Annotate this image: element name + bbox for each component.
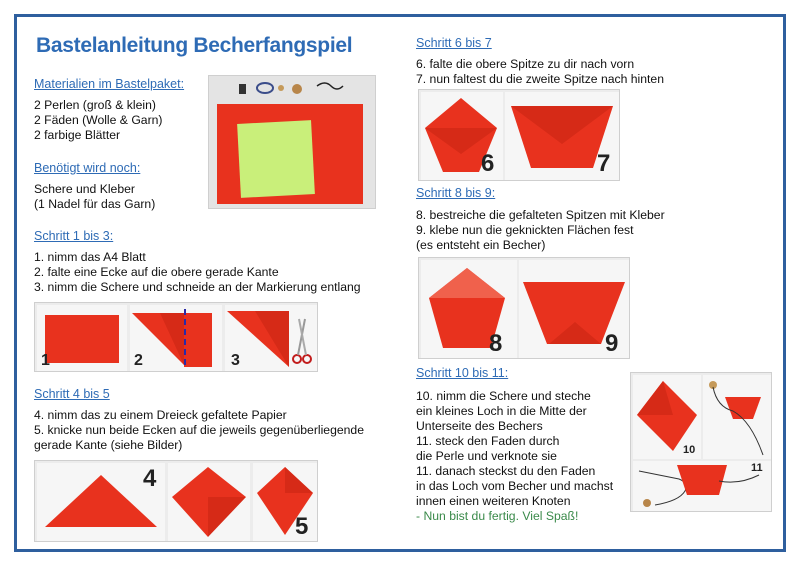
- step10-line: 11. danach steckst du den Faden: [416, 464, 596, 478]
- step10-photo-grid: [630, 372, 772, 512]
- page-title: Bastelanleitung Becherfangspiel: [36, 34, 353, 57]
- step1-photo-strip: [34, 302, 318, 372]
- step4-heading: Schritt 4 bis 5: [34, 387, 110, 401]
- step4-photo-strip: [34, 460, 318, 542]
- closing-line: - Nun bist du fertig. Viel Spaß!: [416, 509, 579, 523]
- step6-heading: Schritt 6 bis 7: [416, 36, 492, 50]
- step8-photo-strip: [418, 257, 630, 359]
- step10-panel: [633, 375, 701, 459]
- step10-line: ein kleines Loch in die Mitte der: [416, 404, 587, 418]
- step6-line: 7. nun faltest du die zweite Spitze nach hinten: [416, 72, 664, 86]
- step4b-panel: [168, 463, 250, 541]
- step-number: 6: [481, 150, 495, 177]
- step-number: 11: [751, 462, 763, 474]
- step4-line: 5. knicke nun beide Ecken auf die jeweils gegenüberliegende: [34, 423, 364, 437]
- step10-instructions: [416, 389, 613, 524]
- step1-line: 3. nimm die Schere und schneide an der Markierung entlang: [34, 280, 361, 294]
- step8-line: (es entsteht ein Becher): [416, 238, 546, 252]
- step10-line: innen einen weiteren Knoten: [416, 494, 571, 508]
- step7-panel: [505, 92, 619, 180]
- needed-line: (1 Nadel für das Garn): [34, 197, 156, 211]
- step10-line: 11. steck den Faden durch: [416, 434, 560, 448]
- step8-instructions: [416, 208, 665, 253]
- step-number: 7: [597, 150, 611, 177]
- needed-list: [34, 182, 155, 212]
- step5-panel: [253, 463, 317, 541]
- step-number: 4: [143, 465, 157, 492]
- step10-line: die Perle und verknote sie: [416, 449, 557, 463]
- step4-line: 4. nimm das zu einem Dreieck gefaltete Papier: [34, 408, 287, 422]
- step6-instructions: [416, 57, 664, 87]
- materials-line: 2 farbige Blätter: [34, 128, 121, 142]
- step11-panel: [633, 461, 771, 511]
- step-number: 5: [295, 513, 309, 540]
- materials-photo: [208, 75, 376, 209]
- step9-panel: [519, 260, 629, 358]
- step6-line: 6. falte die obere Spitze zu dir nach vorn: [416, 57, 635, 71]
- step-number: 2: [134, 352, 143, 369]
- step-number: 10: [683, 444, 696, 456]
- step10-line: 10. nimm die Schere und steche: [416, 389, 591, 403]
- step2-panel: [130, 305, 222, 371]
- step1-panel: [37, 305, 127, 371]
- step6-panel: [421, 92, 503, 180]
- step1-instructions: [34, 250, 361, 295]
- step10-line: Unterseite des Bechers: [416, 419, 543, 433]
- step8-line: 8. bestreiche die gefalteten Spitzen mit Kleber: [416, 208, 665, 222]
- step-number: 9: [605, 330, 619, 357]
- step8-panel: [421, 260, 517, 358]
- step8-line: 9. klebe nun die geknickten Flächen fest: [416, 223, 634, 237]
- needed-line: Schere und Kleber: [34, 182, 135, 196]
- step1-line: 1. nimm das A4 Blatt: [34, 250, 146, 264]
- step4-panel: [37, 463, 165, 541]
- step-number: 3: [231, 352, 240, 369]
- step10b-panel: [703, 375, 771, 459]
- step4-line: gerade Kante (siehe Bilder): [34, 438, 183, 452]
- needed-heading: Benötigt wird noch:: [34, 161, 141, 175]
- materials-heading: Materialien im Bastelpaket:: [34, 77, 185, 91]
- materials-list: [34, 98, 162, 143]
- step-number: 1: [41, 352, 50, 369]
- step8-heading: Schritt 8 bis 9:: [416, 186, 496, 200]
- step6-photo-strip: [418, 89, 620, 181]
- step4-instructions: [34, 408, 364, 453]
- step1-line: 2. falte eine Ecke auf die obere gerade Kante: [34, 265, 279, 279]
- step10-heading: Schritt 10 bis 11:: [416, 366, 509, 380]
- step1-heading: Schritt 1 bis 3:: [34, 229, 114, 243]
- materials-line: 2 Perlen (groß & klein): [34, 98, 156, 112]
- materials-line: 2 Fäden (Wolle & Garn): [34, 113, 163, 127]
- step10-line: in das Loch vom Becher und machst: [416, 479, 614, 493]
- step-number: 8: [489, 330, 503, 357]
- step3-panel: [225, 305, 317, 371]
